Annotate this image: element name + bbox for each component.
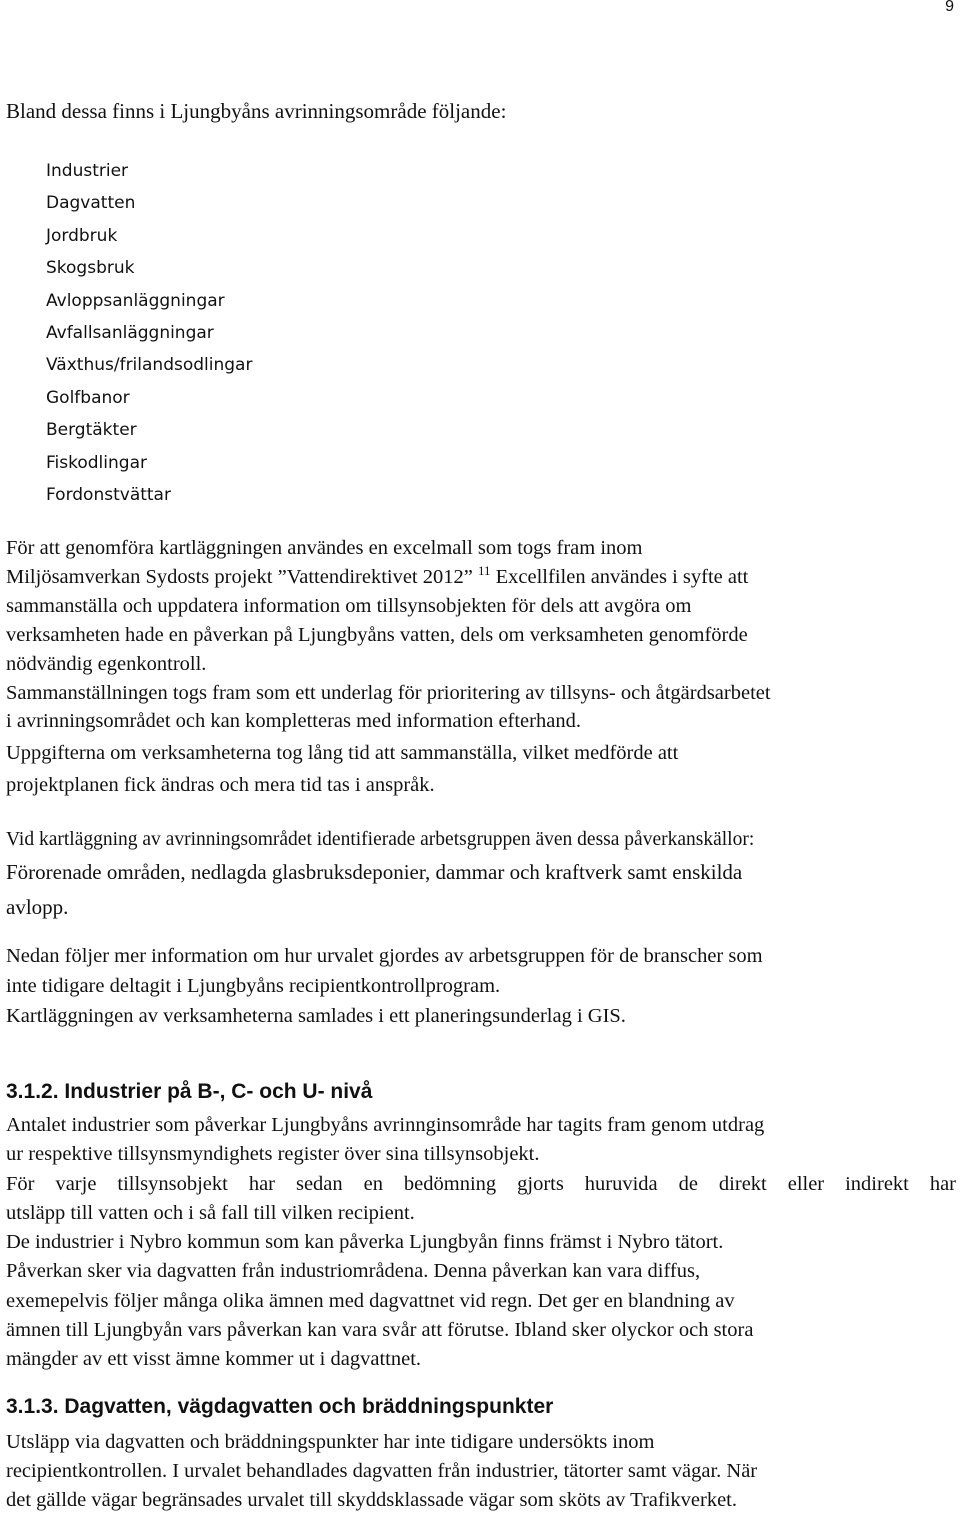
list-item: Växthus/frilandsodlingar <box>46 355 253 376</box>
text-line: Nedan följer mer information om hur urvalet gjordes av arbetsgruppen för de branscher som <box>6 945 763 967</box>
text-line: Utsläpp via dagvatten och bräddningspunkter har inte tidigare undersökts inom <box>6 1431 655 1453</box>
section-number: 3.1.2. <box>6 1080 59 1103</box>
text-line: recipientkontrollen. I urvalet behandlades dagvatten från industrier, tätorter samt vägar. När <box>6 1460 758 1482</box>
text-line: ämnen till Ljungbyån vars påverkan kan vara svår att förutse. Ibland sker olyckor och stora <box>6 1319 754 1342</box>
text-line: sammanställa och uppdatera information om tillsynsobjekten för dels att avgöra om <box>6 594 692 617</box>
text-line: i avrinningsområdet och kan kompletteras med information efterhand. <box>6 710 581 733</box>
text-line: Antalet industrier som påverkar Ljungbyåns avrinnginsområde har tagits fram genom utdrag <box>6 1114 765 1136</box>
text-line: exemepelvis följer många olika ämnen med dagvattnet vid regn. Det ger en blandning av <box>6 1289 735 1312</box>
text-line: För varje tillsynsobjekt har sedan en bedömning gjorts huruvida de direkt eller indirekt har <box>6 1172 956 1195</box>
text-line: De industrier i Nybro kommun som kan påverka Ljungbyån finns främst i Nybro tätort. <box>6 1231 724 1254</box>
text-line: projektplanen fick ändras och mera tid tas i anspråk. <box>6 774 435 796</box>
text-line: Sammanställningen togs fram som ett underlag för prioritering av tillsyns- och åtgärdsarbetet <box>6 681 771 704</box>
text-line: ur respektive tillsynsmyndighets register över sina tillsynsobjekt. <box>6 1143 540 1166</box>
text-line: Vid kartläggning av avrinningsområdet identifierade arbetsgruppen även dessa påverkanskällor: <box>6 829 755 850</box>
footnote-marker: 11 <box>477 563 491 579</box>
paragraph-project-plan <box>6 737 956 801</box>
text-line: Uppgifterna om verksamheterna tog lång tid att sammanställa, vilket medförde att <box>6 742 679 764</box>
text-line: det gällde vägar begränsades urvalet till skyddsklassade vägar som sköts av Trafikverket. <box>6 1489 737 1511</box>
text-line: För att genomföra kartläggningen användes en excelmall som togs fram inom <box>6 537 643 559</box>
list-item: Fiskodlingar <box>46 452 147 473</box>
paragraph-other-sources <box>6 825 956 925</box>
text-line: verksamheten hade en påverkan på Ljungbyåns vatten, dels om verksamheten genomförde <box>6 623 748 646</box>
text-segment: Excellfilen användes i syfte att <box>495 565 749 588</box>
intro-sentence: Bland dessa finns i Ljungbyåns avrinningsområde följande: <box>6 99 507 123</box>
text-line: Kartläggningen av verksamheterna samlades i ett planeringsunderlag i GIS. <box>6 1005 626 1027</box>
section-title: Dagvatten, vägdagvatten och bräddningspunkter <box>64 1395 554 1418</box>
text-line: Förorenade områden, nedlagda glasbruksdeponier, dammar och kraftverk samt enskilda <box>6 860 743 884</box>
paragraph-mapping-method <box>6 534 956 736</box>
paragraph-selection-info <box>6 941 956 1031</box>
text-line: utsläpp till vatten och i så fall till vilken recipient. <box>6 1201 415 1224</box>
text-line: Påverkan sker via dagvatten från industriområdena. Denna påverkan kan vara diffus, <box>6 1260 701 1283</box>
section-heading-3-1-3 <box>6 1395 553 1419</box>
text-line: mängder av ett visst ämne kommer ut i dagvattnet. <box>6 1348 422 1371</box>
list-item: Golfbanor <box>46 387 130 408</box>
section-body-3-1-2 <box>6 1111 956 1375</box>
list-item: Industrier <box>46 161 129 181</box>
text-segment: Miljösamverkan Sydosts projekt ”Vattendirektivet 2012” <box>6 565 473 588</box>
list-item: Skogsbruk <box>46 258 135 279</box>
text-line: nödvändig egenkontroll. <box>6 652 207 675</box>
list-item: Dagvatten <box>46 193 136 214</box>
list-item: Jordbruk <box>46 225 118 246</box>
page-number: 9 <box>945 0 954 15</box>
section-number: 3.1.3. <box>6 1395 59 1418</box>
text-line: inte tidigare deltagit i Ljungbyåns recipientkontrollprogram. <box>6 975 501 997</box>
section-body-3-1-3 <box>6 1428 956 1515</box>
list-item: Avfallsanläggningar <box>46 322 214 343</box>
list-item: Avloppsanläggningar <box>46 290 225 311</box>
list-item: Fordonstvättar <box>46 484 171 505</box>
text-line <box>6 563 956 592</box>
text-line: avlopp. <box>6 895 69 919</box>
pollution-source-list <box>46 155 252 511</box>
list-item: Bergtäkter <box>46 420 137 441</box>
section-title: Industrier på B-, C- och U- nivå <box>64 1080 373 1103</box>
section-heading-3-1-2 <box>6 1080 372 1104</box>
